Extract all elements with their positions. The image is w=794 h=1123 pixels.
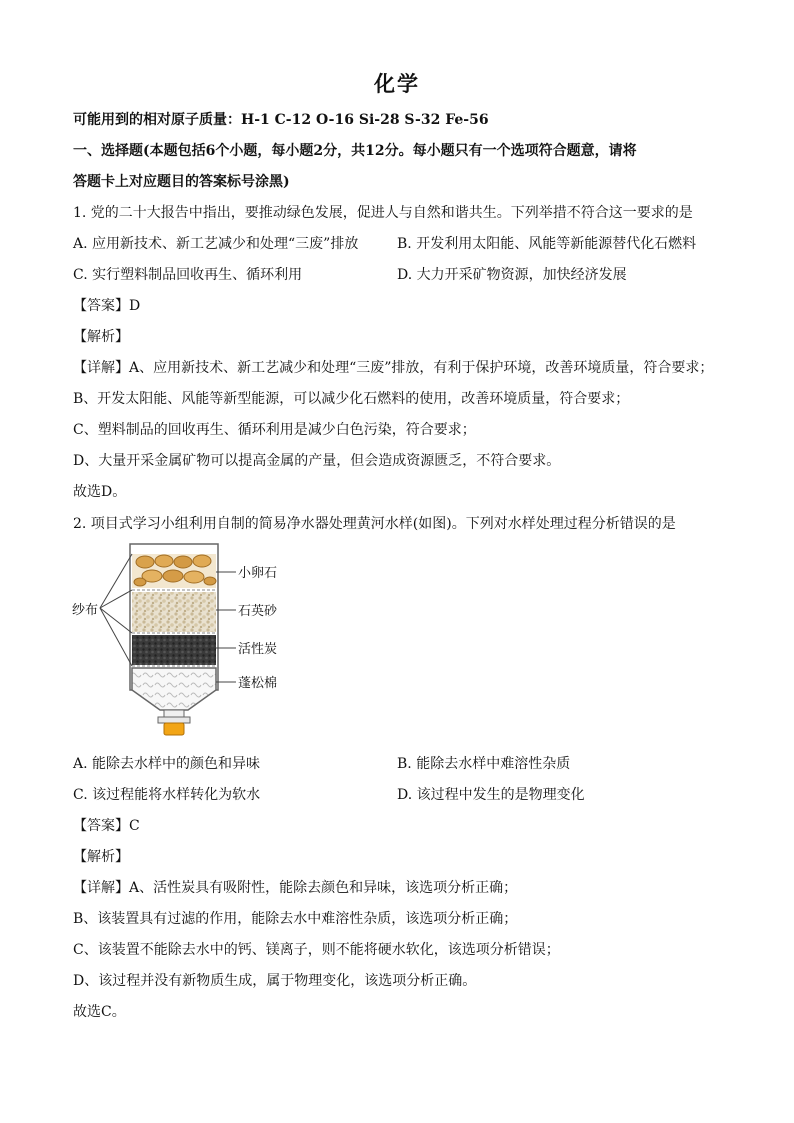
q1-detail-tag: 【详解】 xyxy=(73,360,129,376)
q1-detail-line-4: D、大量开采金属矿物可以提高金属的产量，但会造成资源匮乏，不符合要求。 xyxy=(73,453,561,469)
water-purifier-figure xyxy=(70,540,310,740)
q2-detail-line-1 xyxy=(73,878,517,898)
label-pebbles: 小卵石 xyxy=(238,566,278,581)
label-cotton: 蓬松棉 xyxy=(238,676,278,691)
label-quartz-sand: 石英砂 xyxy=(238,604,278,619)
quartz-sand-layer xyxy=(132,592,216,632)
cotton-layer xyxy=(132,668,216,710)
q2-detail-text-1: A、活性炭具有吸附性，能除去颜色和异味，该选项分析正确； xyxy=(129,880,518,896)
q1-conclusion: 故选D。 xyxy=(73,484,127,500)
q1-option-a: A. 应用新技术、新工艺减少和处理“三废”排放 xyxy=(73,236,359,252)
q1-answer xyxy=(73,296,140,316)
q2-detail-tag: 【详解】 xyxy=(73,880,129,896)
q1-answer-value: D xyxy=(129,298,141,314)
label-gauze: 纱布 xyxy=(72,603,99,618)
q2-answer-value: C xyxy=(129,818,140,834)
q1-detail-line-3: C、塑料制品的回收再生、循环利用是减少白色污染，符合要求； xyxy=(73,422,476,438)
label-activated-carbon: 活性炭 xyxy=(238,642,278,657)
q2-conclusion: 故选C。 xyxy=(73,1004,126,1020)
q1-stem: 1. 党的二十大报告中指出，要推动绿色发展，促进人与自然和谐共生。下列举措不符合这一要求的是 xyxy=(73,205,693,221)
q2-detail-line-3: C、该装置不能除去水中的钙、镁离子，则不能将硬水软化，该选项分析错误； xyxy=(73,942,560,958)
q2-stem: 2. 项目式学习小组利用自制的简易净水器处理黄河水样(如图)。下列对水样处理过程分析错误的是 xyxy=(73,516,676,532)
q2-option-d: D. 该过程中发生的是物理变化 xyxy=(397,787,585,803)
q2-detail-line-2: B、该装置具有过滤的作用，能除去水中难溶性杂质，该选项分析正确； xyxy=(73,911,518,927)
bottle-cap xyxy=(164,723,184,735)
q2-answer-tag: 【答案】 xyxy=(73,818,129,834)
q1-option-b: B. 开发利用太阳能、风能等新能源替代化石燃料 xyxy=(397,236,697,252)
activated-carbon-layer xyxy=(132,635,216,665)
q2-analysis-tag: 【解析】 xyxy=(73,849,129,865)
q1-detail-line-1 xyxy=(73,358,713,378)
q2-answer xyxy=(73,816,140,836)
q2-option-c: C. 该过程能将水样转化为软水 xyxy=(73,787,261,803)
q1-detail-line-2: B、开发太阳能、风能等新型能源，可以减少化石燃料的使用，改善环境质量，符合要求； xyxy=(73,391,630,407)
q1-detail-text-1: A、应用新技术、新工艺减少和处理“三废”排放，有利于保护环境，改善环境质量，符合要求； xyxy=(129,360,714,376)
q1-answer-tag: 【答案】 xyxy=(73,298,129,314)
atomic-masses: 可能用到的相对原子质量：H-1 C-12 O-16 Si-28 S-32 Fe-56 xyxy=(73,112,489,128)
section-heading-line-2: 答题卡上对应题目的答案标号涂黑) xyxy=(73,174,290,190)
bottle-ring xyxy=(158,717,190,723)
q1-analysis-tag: 【解析】 xyxy=(73,329,129,345)
section-heading-line-1: 一、选择题(本题包括6个小题，每小题2分，共12分。每小题只有一个选项符合题意，请将 xyxy=(73,143,637,159)
q1-option-d: D. 大力开采矿物资源，加快经济发展 xyxy=(397,267,627,283)
water-purifier-diagram xyxy=(70,540,310,740)
q2-option-b: B. 能除去水样中难溶性杂质 xyxy=(397,756,571,772)
q2-option-a: A. 能除去水样中的颜色和异味 xyxy=(73,756,261,772)
page-title: 化学 xyxy=(374,71,420,96)
q2-detail-line-4: D、该过程并没有新物质生成，属于物理变化，该选项分析正确。 xyxy=(73,973,477,989)
q1-option-c: C. 实行塑料制品回收再生、循环利用 xyxy=(73,267,303,283)
